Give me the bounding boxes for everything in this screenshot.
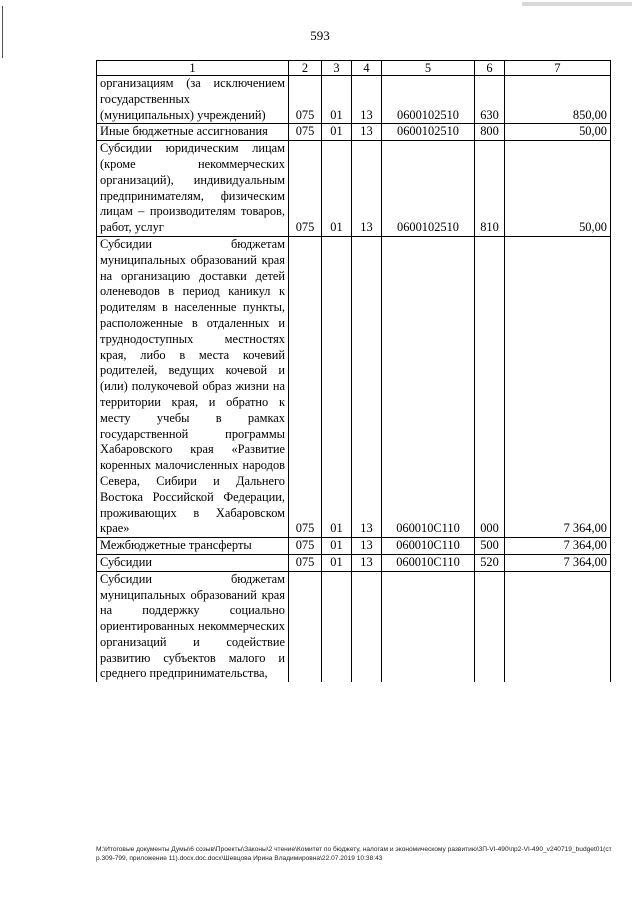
row-name: Субсидии [97,554,289,571]
row-cell: 13 [352,76,382,124]
row-cell: 520 [475,554,505,571]
row-cell: 060010С110 [382,554,475,571]
table-row [97,236,611,537]
row-cell: 13 [352,141,382,237]
row-name: Субсидии бюджетам муниципальных образований края на организацию доставки детей оленеводов в период каникул к родителям в населенные пункты, расположенные в отдаленных и труднодоступных местностях края, либо в места кочевий родителей, ведущих кочевой и (или) полукочевой образ жизни на территории края, и обратно к месту учебы в рамках государственной программы Хабаровского края «Развитие коренных малочисленных народов Севера, Сибири и Дальнего Востока Российской Федерации, проживающих в Хабаровском крае» [97,236,289,537]
header-cell: 7 [505,61,611,76]
header-cell: 5 [382,61,475,76]
budget-table [96,60,611,682]
row-cell [475,571,505,682]
table-row [97,76,611,124]
row-cell: 500 [475,538,505,555]
table-row [97,124,611,141]
row-cell: 075 [289,236,322,537]
row-amount: 50,00 [505,141,611,237]
row-name: Иные бюджетные ассигнования [97,124,289,141]
row-cell: 075 [289,141,322,237]
table-header-row [97,61,611,76]
table-row [97,538,611,555]
row-cell: 13 [352,124,382,141]
row-cell: 01 [322,554,352,571]
row-cell: 01 [322,141,352,237]
row-cell: 630 [475,76,505,124]
row-cell: 0600102510 [382,124,475,141]
header-cell: 2 [289,61,322,76]
row-cell: 01 [322,538,352,555]
row-name: организациям (за исключением государственных (муниципальных) учреждений) [97,76,289,124]
row-cell: 800 [475,124,505,141]
row-cell: 13 [352,236,382,537]
row-name: Субсидии бюджетам муниципальных образований края на поддержку социально ориентированных некоммерческих организаций и содействие развитию субъектов малого и среднего предпринимательства, [97,571,289,682]
row-cell: 075 [289,554,322,571]
row-cell [382,571,475,682]
row-cell: 0600102510 [382,76,475,124]
header-cell: 4 [352,61,382,76]
row-cell: 01 [322,124,352,141]
header-cell: 6 [475,61,505,76]
row-cell: 060010С110 [382,538,475,555]
scan-artifact [522,2,632,6]
row-amount [505,571,611,682]
row-cell: 075 [289,124,322,141]
row-cell [352,571,382,682]
row-cell: 13 [352,538,382,555]
row-cell [322,571,352,682]
row-amount: 7 364,00 [505,538,611,555]
row-cell: 01 [322,236,352,537]
row-cell: 13 [352,554,382,571]
header-cell: 3 [322,61,352,76]
page-number: 593 [310,28,330,43]
row-amount: 7 364,00 [505,554,611,571]
row-cell: 060010С110 [382,236,475,537]
row-name: Межбюджетные трансферты [97,538,289,555]
table-row [97,554,611,571]
row-cell: 01 [322,76,352,124]
footer-file-path: М:\Итоговые документы Думы\6 созыв\Проекты\Законы\2 чтение\Комитет по бюджету, налогам и экономическому развитию\3П-VI-490\пр2-VI-490_v240719_budget01(стр.309-799, приложение 11).docx.doc.docx\Шевцова Ирина Владимировна\22.07.2019 10:38:43 [96,846,612,862]
row-amount: 850,00 [505,76,611,124]
table-row [97,141,611,237]
row-name: Субсидии юридическим лицам (кроме некоммерческих организаций), индивидуальным предпринимателям, физическим лицам – производителям товаров, работ, услуг [97,141,289,237]
row-cell: 075 [289,538,322,555]
row-cell [289,571,322,682]
row-amount: 50,00 [505,124,611,141]
header-cell: 1 [97,61,289,76]
row-cell: 0600102510 [382,141,475,237]
table-row [97,571,611,682]
row-cell: 075 [289,76,322,124]
row-cell: 810 [475,141,505,237]
row-cell: 000 [475,236,505,537]
row-amount: 7 364,00 [505,236,611,537]
